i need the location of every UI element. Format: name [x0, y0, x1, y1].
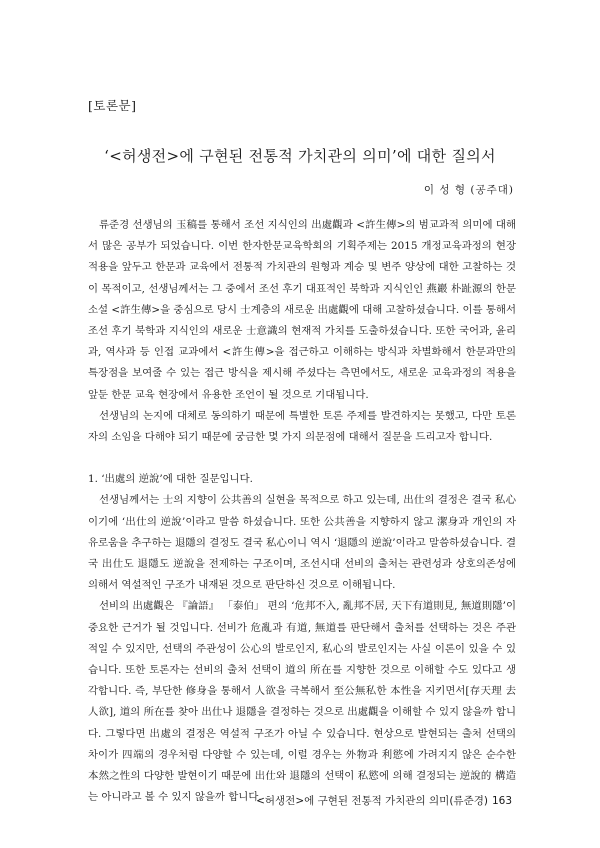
author-affiliation: 이 성 형 (공주대) [423, 184, 514, 196]
section-paragraph-2: 선비의 出處觀은 『論語』 「泰伯」 편의 ‘危邦不入, 亂邦不居, 天下有道則見, 無道則隱’이 중요한 근거가 될 것입니다. 선비가 危亂과 有道, 無道를 판단해서 출처를 선택하는 것은 주관적일 수 있지만, 선택의 주관성이 公心의 발로인지, 私心의 발로인지는 사실 이론이 있을 수 있습니다. 또한 토론자는 선비의 출처 선택이 道의 所在를 지향한 것으로 이해할 수도 있다고 생각합니다. 즉, 부단한 修身을 통해서 人欲을 극복해서 至公無私한 本性을 지키면서[存天理 去人欲], 道의 所在를 찾아 出仕나 退隱을 결정하는 것으로 出處觀을 이해할 수 있지 않을까 합니다. 그렇다면 出處의 결정은 역설적 구조가 아닐 수 있습니다. 현상으로 발현되는 출처 선택의 차이가 四端의 경우처럼 다양할 수 있는데, 이럴 경우는 外物과 利慾에 가려지지 않은 순수한 本然之性의 다양한 발현이기 때문에 出仕와 退隱의 선택이 私慾에 의해 결정되는 逆說的 構造는 아니라고 볼 수 있지 않을까 합니다. [88, 600, 516, 804]
document-type-label: [토론문] [88, 98, 137, 113]
page-number: 163 [491, 795, 512, 807]
paragraph-gap [88, 448, 516, 469]
section-paragraph-1: 선생님께서는 士의 지향이 公共善의 실현을 목적으로 하고 있는데, 出仕의 결정은 결국 私心이기에 ‘出仕의 逆說’이라고 말씀 하셨습니다. 또한 公共善을 지향하지 않고 潔身과 개인의 자유로움을 추구하는 退隱의 결정도 결국 私心이니 역시 ‘退隱의 逆說’이라고 말씀하셨습니다. 결국 出仕도 退隱도 逆說을 전제하는 구조이며, 조선시대 선비의 출처는 관련성과 상호의존성에 의해서 역설적인 구조가 내재된 것으로 판단하신 것으로 이해됩니다. [88, 494, 516, 592]
running-title: <허생전>에 구현된 전통적 가치관의 의미(류준경) [256, 795, 488, 807]
intro-paragraph-2: 선생님의 논지에 대체로 동의하기 때문에 특별한 토론 주제를 발견하지는 못했고, 다만 토론자의 소임을 다해야 되기 때문에 궁금한 몇 가지 의문점에 대해서 질문을 드리고자 합니다. [88, 409, 516, 444]
document-title: ‘<허생전>에 구현된 전통적 가치관의 의미’에 대한 질의서 [104, 147, 496, 165]
section-heading: 1. ‘出處의 逆說’에 대한 질문입니다. [88, 473, 253, 486]
body-text [88, 215, 516, 808]
intro-paragraph-1: 류준경 선생님의 玉稿를 통해서 조선 지식인의 出處觀과 <許生傳>의 범교과적 의미에 대해서 많은 공부가 되었습니다. 이번 한자한문교육학회의 기획주제는 2015 개정교육과정의 현장적용을 앞두고 한문과 교육에서 전통적 가치관의 원형과 계승 및 변주 양상에 대한 고찰하는 것이 목적이고, 선생님께서는 그 중에서 조선 후기 대표적인 북학과 지식인인 燕巖 朴趾源의 한문 소설 <許生傳>을 중심으로 당시 士계층의 새로운 出處觀에 대해 고찰하셨습니다. 이를 통해서 조선 후기 북학과 지식인의 새로운 士意識의 현재적 가치를 도출하셨습니다. 또한 국어과, 윤리과, 역사과 등 인접 교과에서 <許生傳>을 접근하고 이해하는 방식과 차별화해서 한문과만의 특장점을 보여줄 수 있는 접근 방식을 제시해 주셨다는 측면에서도, 새로운 교육과정의 적용을 앞둔 한문 교육 현장에서 유용한 조언이 될 것으로 기대됩니다. [88, 219, 516, 401]
page-footer [256, 793, 512, 808]
